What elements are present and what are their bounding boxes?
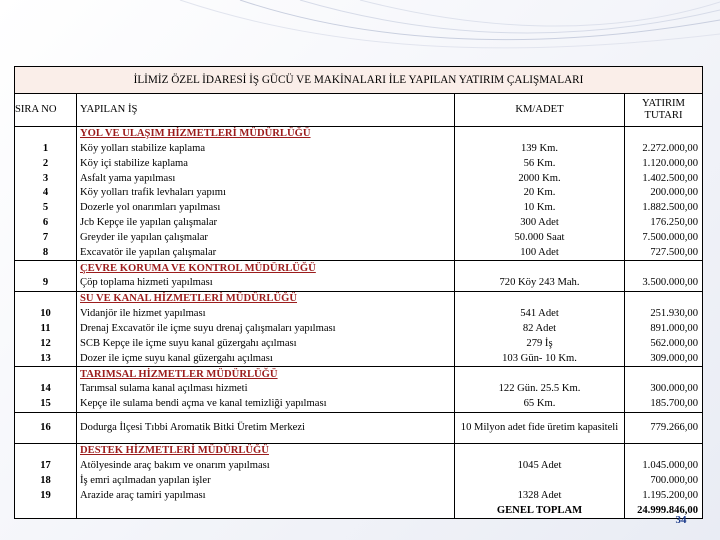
row-job: Asfalt yama yapılması	[80, 172, 176, 184]
row-qty: 103 Gün- 10 Km.	[502, 352, 577, 364]
row-qty	[455, 474, 624, 489]
row-amount: 251.930,00	[650, 308, 698, 320]
table-row-group	[15, 382, 703, 412]
total-amount: 24.999.846,00	[625, 503, 703, 519]
row-amount: 185.700,00	[650, 398, 698, 410]
row-number: 15	[40, 398, 51, 410]
section-row	[15, 367, 703, 383]
row-job: Greyder ile yapılan çalışmalar	[80, 231, 208, 243]
total-label: GENEL TOPLAM	[455, 503, 625, 519]
row-qty: 2000 Km.	[518, 172, 561, 184]
row-job: Köy yolları trafik levhaları yapımı	[80, 187, 226, 199]
header-yatirim-tutari: YATIRIM TUTARI	[625, 94, 703, 127]
row-qty: 541 Adet	[520, 308, 559, 320]
row-amount: 1.120.000,00	[642, 157, 698, 169]
row-amount: 562.000,00	[650, 337, 698, 349]
row-job: Arazide araç tamiri yapılması	[80, 489, 206, 501]
row-job: Çöp toplama hizmeti yapılması	[80, 277, 213, 289]
row-qty: 20 Km.	[523, 187, 556, 199]
row-job: Excavatör ile yapılan çalışmalar	[80, 246, 217, 258]
table-row-group	[15, 459, 703, 503]
row-amount: 1.045.000,00	[642, 459, 698, 471]
row-number: 1	[42, 143, 49, 154]
section-row	[15, 261, 703, 277]
row-number: 4	[42, 187, 49, 199]
row-number: 3	[42, 172, 49, 184]
section-title: YOL VE ULAŞIM HİZMETLERİ MÜDÜRLÜĞÜ	[80, 128, 311, 140]
row-amount: 300.000,00	[650, 383, 698, 395]
header-row	[15, 94, 703, 127]
page-number: 34	[675, 514, 687, 526]
row-amount: 200.000,00	[650, 187, 698, 199]
table-row	[15, 412, 703, 443]
row-number: 17	[40, 459, 51, 471]
row-number: 9	[42, 277, 49, 289]
row-job: Jcb Kepçe ile yapılan çalışmalar	[80, 216, 218, 228]
row-job: Tarımsal sulama kanal açılması hizmeti	[80, 383, 248, 395]
row-job: Kepçe ile sulama bendi açma ve kanal temizliği yapılması	[80, 398, 327, 410]
row-job: SCB Kepçe ile içme suyu kanal güzergahı açılması	[80, 337, 297, 349]
section-title: ÇEVRE KORUMA VE KONTROL MÜDÜRLÜĞÜ	[80, 262, 316, 274]
section-title: SU VE KANAL HİZMETLERİ MÜDÜRLÜĞÜ	[80, 293, 298, 305]
row-number: 5	[42, 202, 49, 214]
row-qty: 10 Km.	[523, 202, 556, 214]
row-number: 11	[40, 322, 51, 334]
table-row-group	[15, 307, 703, 367]
row-qty: 65 Km.	[523, 398, 556, 410]
section-row	[15, 443, 703, 459]
row-qty: 1045 Adet	[517, 459, 562, 471]
row-number: 7	[42, 231, 49, 243]
row-amount: 1.882.500,00	[642, 202, 698, 214]
section-title: DESTEK HİZMETLERİ MÜDÜRLÜĞÜ	[80, 445, 269, 457]
row-number: 12	[40, 337, 51, 349]
row-number: 16	[15, 412, 77, 443]
row-amount: 1.402.500,00	[642, 172, 698, 184]
row-qty: 50.000 Saat	[514, 231, 565, 243]
row-number: 6	[42, 216, 49, 228]
row-amount: 3.500.000,00	[642, 277, 698, 289]
row-qty: 56 Km.	[523, 157, 556, 169]
row-qty: 139 Km.	[520, 143, 559, 154]
row-number: 8	[42, 246, 49, 258]
row-amount: 727.500,00	[650, 246, 698, 258]
row-qty: 300 Adet	[520, 216, 559, 228]
header-km-adet: KM/ADET	[455, 94, 625, 127]
section-row	[15, 292, 703, 308]
header-yapilan-is: YAPILAN İŞ	[77, 94, 455, 127]
header-sira-no: SIRA NO	[15, 94, 77, 127]
row-number: 18	[40, 474, 51, 486]
section-row	[15, 127, 703, 143]
row-amount: 1.195.200,00	[642, 489, 698, 501]
row-job: Dozerle yol onarımları yapılması	[80, 202, 221, 214]
row-amount: 2.272.000,00	[642, 143, 698, 154]
row-number: 14	[40, 383, 51, 395]
row-qty: 720 Köy 243 Mah.	[499, 277, 580, 289]
row-job: Drenaj Excavatör ile içme suyu drenaj çalışmaları yapılması	[80, 322, 336, 334]
title-row	[15, 67, 703, 94]
row-job: İş emri açılmadan yapılan işler	[80, 474, 211, 486]
row-job: Dozer ile içme suyu kanal güzergahı açılması	[80, 352, 273, 364]
table-row-group	[15, 142, 703, 261]
row-amount: 309.000,00	[650, 352, 698, 364]
row-qty: 100 Adet	[520, 246, 559, 258]
row-number: 2	[42, 157, 49, 169]
row-qty: 279 İş	[526, 337, 553, 349]
investment-table	[14, 66, 703, 519]
row-job: Vidanjör ile hizmet yapılması	[80, 308, 206, 320]
row-job: Köy içi stabilize kaplama	[80, 157, 188, 169]
row-qty: 10 Milyon adet fide üretim kapasiteli	[455, 412, 625, 443]
section-title: TARIMSAL HİZMETLER MÜDÜRLÜĞÜ	[80, 368, 278, 380]
row-qty: 122 Gün. 25.5 Km.	[498, 383, 581, 395]
row-job: Dodurga İlçesi Tıbbi Aromatik Bitki Üretim Merkezi	[77, 412, 455, 443]
row-number: 19	[40, 489, 51, 501]
page-title: İLİMİZ ÖZEL İDARESİ İŞ GÜCÜ VE MAKİNALARI İLE YAPILAN YATIRIM ÇALIŞMALARI	[15, 67, 703, 94]
row-amount: 7.500.000,00	[642, 231, 698, 243]
row-number: 10	[40, 308, 51, 320]
row-amount: 779.266,00	[625, 412, 703, 443]
row-amount: 176.250,00	[650, 216, 698, 228]
total-row	[15, 503, 703, 519]
row-amount: 891.000,00	[650, 322, 698, 334]
row-number: 13	[40, 352, 51, 364]
table-row	[15, 276, 703, 291]
row-job: Atölyesinde araç bakım ve onarım yapılması	[80, 459, 270, 471]
row-qty: 1328 Adet	[517, 489, 562, 501]
row-amount: 700.000,00	[650, 474, 698, 486]
row-job: Köy yolları stabilize kaplama	[80, 143, 206, 154]
decorative-header-lines	[0, 0, 720, 70]
row-qty: 82 Adet	[522, 322, 557, 334]
